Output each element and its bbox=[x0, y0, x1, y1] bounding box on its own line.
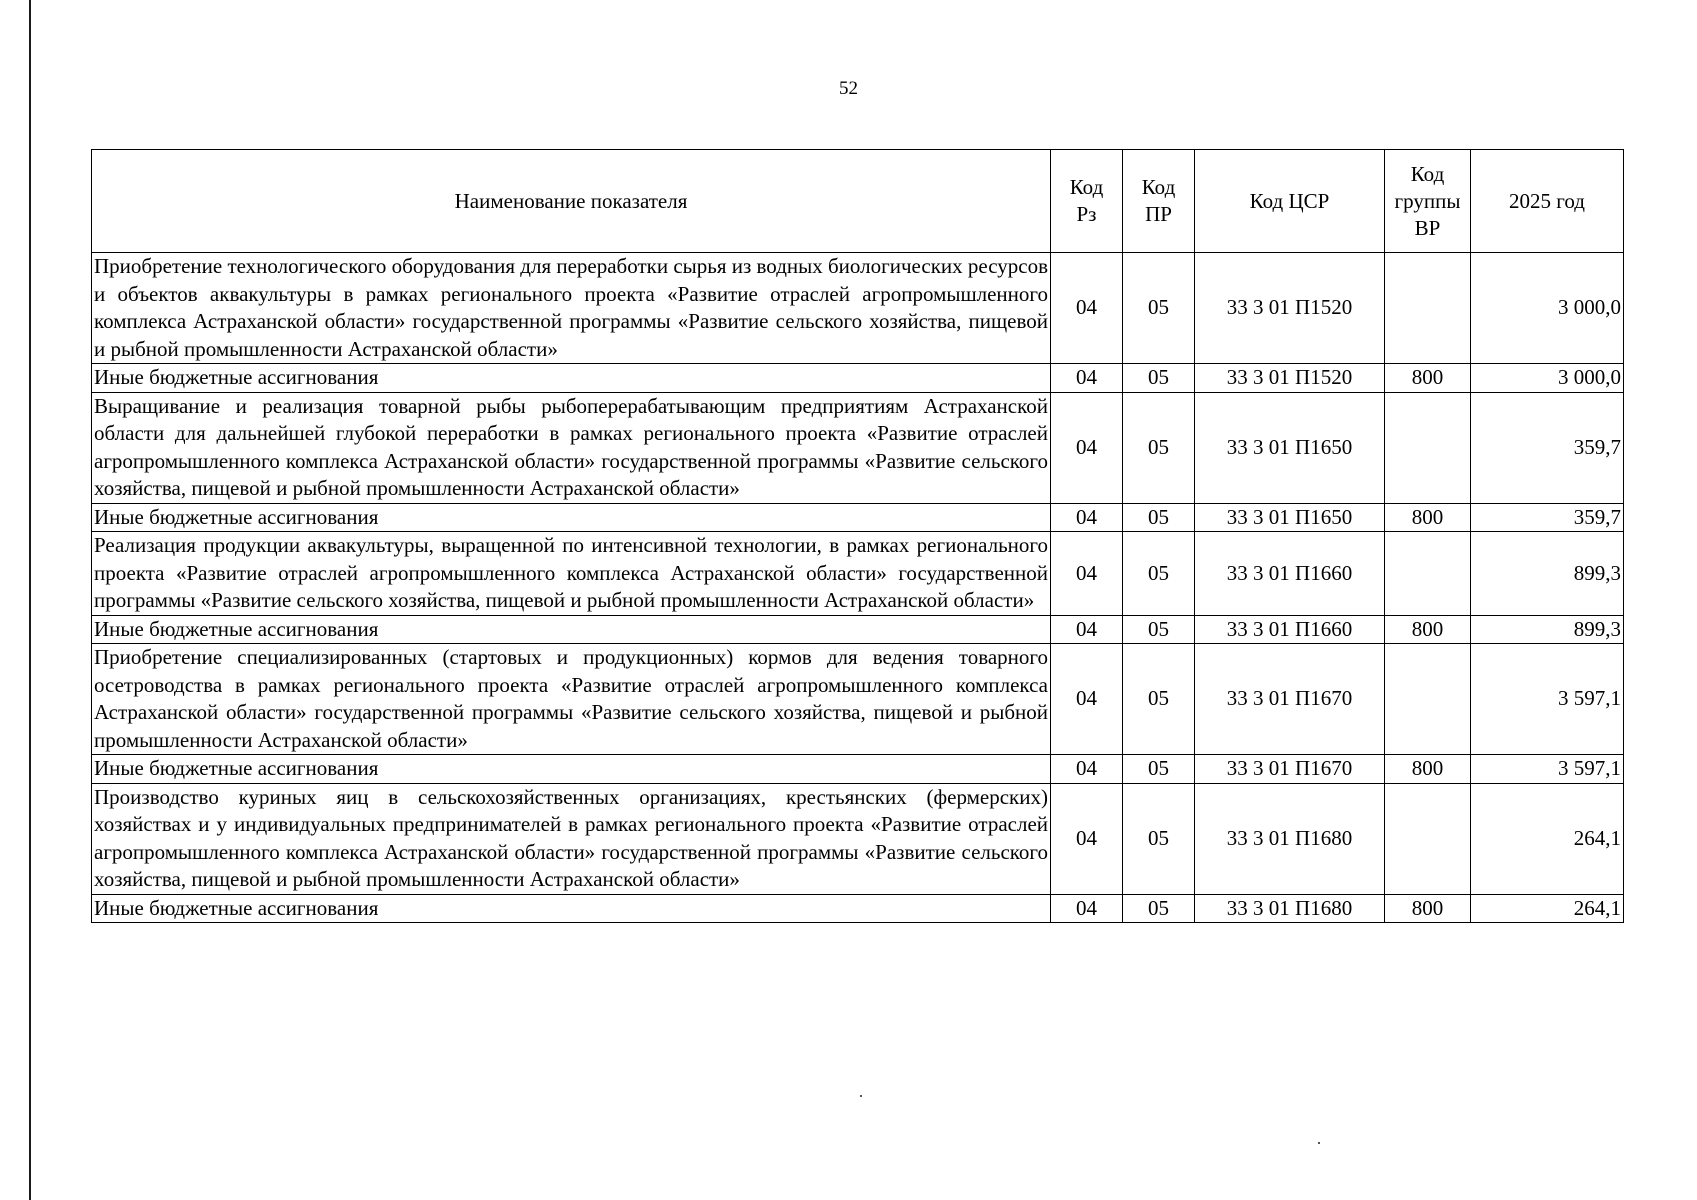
row-name: Иные бюджетные ассигнования bbox=[92, 615, 1051, 644]
row-name: Производство куриных яиц в сельскохозяйственных организациях, крестьянских (фермерских) хозяйствах и у индивидуальных предпринимателей в рамках регионального проекта «Развитие отраслей агропромышленного комплекса Астраханской области» государственной программы «Развитие сельского хозяйства, пищевой и рыбной промышленности Астраханской области» bbox=[92, 783, 1051, 894]
header-vr: Код группы ВР bbox=[1385, 150, 1471, 253]
row-csr: 33 3 01 П1660 bbox=[1195, 615, 1385, 644]
row-pr: 05 bbox=[1123, 615, 1195, 644]
budget-table bbox=[91, 149, 1624, 923]
table-row bbox=[92, 783, 1624, 894]
table-row bbox=[92, 392, 1624, 503]
row-pr: 05 bbox=[1123, 253, 1195, 364]
row-rz: 04 bbox=[1051, 755, 1123, 784]
row-amount: 3 597,1 bbox=[1471, 644, 1624, 755]
row-rz: 04 bbox=[1051, 392, 1123, 503]
row-csr: 33 3 01 П1680 bbox=[1195, 894, 1385, 923]
row-pr: 05 bbox=[1123, 644, 1195, 755]
header-csr: Код ЦСР bbox=[1195, 150, 1385, 253]
row-rz: 04 bbox=[1051, 644, 1123, 755]
header-name: Наименование показателя bbox=[92, 150, 1051, 253]
row-csr: 33 3 01 П1680 bbox=[1195, 783, 1385, 894]
row-name: Иные бюджетные ассигнования bbox=[92, 503, 1051, 532]
row-vr: 800 bbox=[1385, 894, 1471, 923]
table-row bbox=[92, 615, 1624, 644]
row-name: Выращивание и реализация товарной рыбы рыбоперерабатывающим предприятиям Астраханской области для дальнейшей глубокой переработки в рамках регионального проекта «Развитие отраслей агропромышленного комплекса Астраханской области» государственной программы «Развитие сельского хозяйства, пищевой и рыбной промышленности Астраханской области» bbox=[92, 392, 1051, 503]
row-name: Иные бюджетные ассигнования bbox=[92, 364, 1051, 393]
row-name: Иные бюджетные ассигнования bbox=[92, 894, 1051, 923]
row-rz: 04 bbox=[1051, 783, 1123, 894]
row-amount: 899,3 bbox=[1471, 532, 1624, 616]
row-amount: 899,3 bbox=[1471, 615, 1624, 644]
left-margin-line bbox=[29, 0, 31, 1200]
table-row bbox=[92, 644, 1624, 755]
row-pr: 05 bbox=[1123, 894, 1195, 923]
row-amount: 359,7 bbox=[1471, 392, 1624, 503]
row-csr: 33 3 01 П1520 bbox=[1195, 253, 1385, 364]
header-rz: Код Рз bbox=[1051, 150, 1123, 253]
row-csr: 33 3 01 П1670 bbox=[1195, 755, 1385, 784]
row-csr: 33 3 01 П1520 bbox=[1195, 364, 1385, 393]
row-pr: 05 bbox=[1123, 503, 1195, 532]
row-pr: 05 bbox=[1123, 532, 1195, 616]
row-vr bbox=[1385, 644, 1471, 755]
row-amount: 3 000,0 bbox=[1471, 364, 1624, 393]
row-csr: 33 3 01 П1660 bbox=[1195, 532, 1385, 616]
row-amount: 3 000,0 bbox=[1471, 253, 1624, 364]
row-rz: 04 bbox=[1051, 615, 1123, 644]
row-vr: 800 bbox=[1385, 755, 1471, 784]
row-pr: 05 bbox=[1123, 364, 1195, 393]
row-name: Приобретение технологического оборудования для переработки сырья из водных биологических ресурсов и объектов аквакультуры в рамках регионального проекта «Развитие отраслей агропромышленного комплекса Астраханской области» государственной программы «Развитие сельского хозяйства, пищевой и рыбной промышленности Астраханской области» bbox=[92, 253, 1051, 364]
scan-speck bbox=[1318, 1142, 1320, 1144]
table-row bbox=[92, 503, 1624, 532]
row-rz: 04 bbox=[1051, 532, 1123, 616]
row-rz: 04 bbox=[1051, 253, 1123, 364]
row-csr: 33 3 01 П1650 bbox=[1195, 392, 1385, 503]
scan-speck bbox=[860, 1095, 862, 1097]
row-amount: 359,7 bbox=[1471, 503, 1624, 532]
row-rz: 04 bbox=[1051, 503, 1123, 532]
header-pr: Код ПР bbox=[1123, 150, 1195, 253]
row-name: Иные бюджетные ассигнования bbox=[92, 755, 1051, 784]
row-amount: 264,1 bbox=[1471, 894, 1624, 923]
row-pr: 05 bbox=[1123, 783, 1195, 894]
row-vr bbox=[1385, 532, 1471, 616]
row-name: Реализация продукции аквакультуры, выращенной по интенсивной технологии, в рамках регионального проекта «Развитие отраслей агропромышленного комплекса Астраханской области» государственной программы «Развитие сельского хозяйства, пищевой и рыбной промышленности Астраханской области» bbox=[92, 532, 1051, 616]
row-amount: 3 597,1 bbox=[1471, 755, 1624, 784]
table-row bbox=[92, 755, 1624, 784]
row-vr: 800 bbox=[1385, 364, 1471, 393]
table-row bbox=[92, 253, 1624, 364]
table-row bbox=[92, 364, 1624, 393]
row-rz: 04 bbox=[1051, 894, 1123, 923]
table-row bbox=[92, 894, 1624, 923]
header-year: 2025 год bbox=[1471, 150, 1624, 253]
row-vr: 800 bbox=[1385, 503, 1471, 532]
row-csr: 33 3 01 П1670 bbox=[1195, 644, 1385, 755]
row-name: Приобретение специализированных (стартовых и продукционных) кормов для ведения товарного осетроводства в рамках регионального проекта «Развитие отраслей агропромышленного комплекса Астраханской области» государственной программы «Развитие сельского хозяйства, пищевой и рыбной промышленности Астраханской области» bbox=[92, 644, 1051, 755]
row-vr bbox=[1385, 783, 1471, 894]
row-csr: 33 3 01 П1650 bbox=[1195, 503, 1385, 532]
row-vr bbox=[1385, 253, 1471, 364]
table-header-row bbox=[92, 150, 1624, 253]
row-amount: 264,1 bbox=[1471, 783, 1624, 894]
row-vr: 800 bbox=[1385, 615, 1471, 644]
row-pr: 05 bbox=[1123, 755, 1195, 784]
row-pr: 05 bbox=[1123, 392, 1195, 503]
row-rz: 04 bbox=[1051, 364, 1123, 393]
table-row bbox=[92, 532, 1624, 616]
page-number: 52 bbox=[839, 78, 858, 99]
row-vr bbox=[1385, 392, 1471, 503]
